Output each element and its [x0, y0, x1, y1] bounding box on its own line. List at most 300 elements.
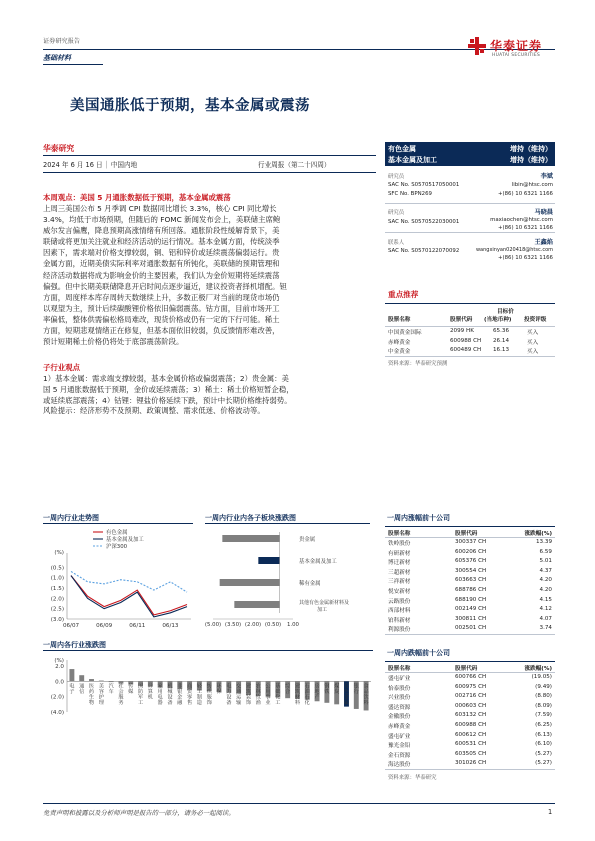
gainers-cell: 300554 CH — [455, 567, 487, 574]
summary-line: 偏强。但中长期美联储降息开启时间点逐步逼近，建议投资者择机增配。钽 — [43, 281, 287, 291]
industry-category-label — [305, 682, 310, 706]
footer-rule — [43, 803, 555, 804]
industry-category-char: 公 — [265, 683, 271, 690]
industry-category-char: 料 — [294, 700, 301, 707]
trend-ytick: (2.5) — [50, 606, 64, 613]
gainers-row[interactable] — [385, 596, 555, 606]
summary-line: 以观望为主，预计后续碳酸锂价格依旧偏弱震荡。钴方面，目前市场开工 — [43, 303, 280, 313]
industry-category-char: 造 — [196, 700, 202, 707]
rating-value-1: 增持（维持） — [510, 145, 552, 153]
analyst-phone: +(86) 10 6321 1166 — [497, 255, 553, 261]
summary-body — [43, 203, 376, 347]
industry-category-char: 有 — [343, 683, 350, 690]
analyst-divider — [385, 232, 555, 233]
industry-category-label — [167, 681, 173, 706]
subsector-bar — [222, 535, 279, 542]
industry-ytick: (4.0) — [50, 710, 64, 716]
industry-category-char: 工 — [196, 688, 202, 695]
summary-heading: 本周观点：美国 5 月通胀数据低于预期，基本金属或震荡 — [43, 193, 231, 202]
analyst-sac: SAC No. S0570122070092 — [388, 248, 460, 254]
industry-category-char: 纺 — [206, 683, 212, 690]
industry-category-char: 通 — [236, 688, 242, 695]
summary-line: 金属方面，近期美债实际利率对通胀数据有所钝化，美联储的预期管理和 — [43, 259, 280, 269]
summary-line: 3.4%，均低于市场预期，但随后的 FOMC 新闻发布会上，美联储主席鲍 — [43, 215, 281, 225]
trend-series-line — [71, 571, 187, 592]
industry-category-char: 地 — [314, 688, 320, 695]
industry-category-char: 饰 — [206, 700, 212, 707]
summary-line: 联储或将更加关注就业和经济活动的运行情况。基本金属方面，传统淡季 — [43, 237, 280, 247]
losers-cell: 600531 CH — [455, 741, 487, 748]
industry-category-char: 轻 — [196, 683, 202, 690]
industry-category-label — [158, 681, 164, 706]
industry-category-char: 药 — [88, 688, 95, 695]
recommend-row[interactable] — [385, 327, 555, 337]
industry-category-char: 建 — [245, 683, 252, 690]
trend-chart-rule — [43, 523, 193, 524]
industry-category-char: 设 — [226, 694, 232, 701]
industry-category-char: 物 — [88, 700, 95, 707]
trend-xtick: 06/13 — [162, 623, 179, 629]
industry-category-char: 保 — [216, 688, 222, 695]
industry-category-char: 金 — [343, 694, 350, 701]
industry-category-char: 农 — [255, 683, 261, 690]
analyst-card — [385, 236, 555, 263]
gainers-cell: 4.15 — [539, 596, 552, 603]
industry-bar — [79, 675, 84, 681]
analyst-sac: SAC No. S0570522030001 — [388, 219, 460, 225]
losers-row[interactable] — [385, 702, 555, 712]
recommend-source: 资料来源：华泰研究预测 — [388, 360, 448, 367]
industry-category-char: 银 — [177, 688, 183, 695]
trend-ytick: (1.5) — [50, 586, 64, 592]
losers-cell: 603505 CH — [455, 750, 487, 757]
recommend-cell: 2099 HK — [450, 328, 474, 334]
recommend-cell: 中金黄金 — [388, 349, 411, 355]
trend-ytick: (2.0) — [50, 596, 64, 603]
industry-bar — [99, 681, 104, 682]
gainers-cell: 002501 CH — [455, 625, 487, 632]
industry-category-label — [89, 681, 94, 706]
gainers-row[interactable] — [385, 567, 555, 577]
gainers-row[interactable] — [385, 576, 555, 586]
report-region: 中国内地 — [110, 161, 138, 169]
industry-category-label — [109, 681, 115, 695]
meta-date-row — [43, 159, 137, 169]
losers-row[interactable] — [385, 740, 555, 750]
risk-note: 风险提示：经济形势不及预期、政策调整、需求低迷、价格波动等。 — [43, 406, 265, 415]
gainers-cell: 4.12 — [539, 606, 552, 613]
industry-ytick: (%) — [54, 658, 64, 664]
industry-category-label — [69, 681, 75, 695]
gainers-cell: 三超新材 — [388, 569, 411, 576]
industry-category-char: 输 — [236, 700, 242, 707]
industry-category-char: 汽 — [108, 683, 114, 690]
trend-chart-title: 一周内行业走势图 — [43, 514, 99, 522]
industry-category-char: 生 — [88, 694, 95, 701]
industry-category-char: 商 — [186, 683, 193, 690]
industry-category-char: 器 — [157, 700, 163, 707]
industry-category-char: 用 — [157, 688, 163, 695]
losers-cell: 603132 CH — [455, 712, 487, 719]
analyst-email[interactable]: wangxinyan020418@htsc.com — [475, 247, 553, 253]
industry-category-char: 装 — [245, 694, 252, 701]
industry-category-char: 信 — [79, 688, 85, 695]
losers-row[interactable] — [385, 692, 555, 702]
gainers-cell: 600206 CH — [455, 548, 487, 555]
losers-row[interactable] — [385, 759, 555, 769]
industry-category-char: 食 — [363, 683, 369, 690]
gainers-cell: 有研新材 — [388, 550, 411, 557]
gainers-row[interactable] — [385, 557, 555, 567]
logo-text: 华泰证券 — [490, 39, 543, 53]
industry-category-char: 林 — [255, 688, 261, 695]
losers-cell: (6.25) — [535, 721, 552, 728]
analyst-phone: +(86) 10 6321 1166 — [497, 191, 553, 197]
recommend-col-target-top: 目标价 — [497, 309, 514, 315]
gainers-col-header: 涨跌幅(%) — [524, 531, 552, 537]
gainers-cell: 300811 CH — [455, 615, 487, 622]
analyst-card — [385, 170, 555, 203]
gainers-cell: 688786 CH — [455, 586, 487, 593]
gainers-cell: 6.59 — [539, 548, 552, 555]
industry-category-char: 子 — [69, 688, 75, 695]
industry-category-label — [275, 681, 281, 706]
gainers-cell: 5.01 — [539, 558, 552, 565]
page-number: 1 — [548, 808, 553, 816]
org-name: 华泰研究 — [43, 144, 75, 153]
gainers-table — [385, 527, 555, 635]
industry-category-char: 设 — [167, 694, 173, 701]
recommend-cell: 买入 — [527, 339, 539, 346]
gainers-cell: 300337 CH — [455, 539, 487, 545]
recommend-cell: 赤峰黄金 — [388, 339, 411, 346]
industry-category-label — [216, 681, 222, 695]
losers-cell: (6.13) — [535, 731, 552, 738]
subsector-chart-rule — [205, 523, 370, 524]
subsector-xtick: 1.00 — [286, 622, 300, 628]
industry-category-char: 础 — [275, 688, 281, 695]
sub-view-line: 或延续底部震荡；4）钴锂：锂盐价格延续下跌，预计中长期价格维持弱势。 — [43, 396, 292, 406]
industry-category-char: 电 — [226, 683, 232, 690]
industry-category-char: 铁 — [324, 688, 330, 695]
industry-category-char: 电 — [157, 694, 163, 701]
industry-category-char: 品 — [363, 688, 369, 695]
industry-category-char: 家 — [157, 683, 163, 690]
industry-category-label — [148, 681, 154, 700]
gainers-row[interactable] — [385, 586, 555, 596]
report-category: 基础材料 — [43, 54, 71, 62]
industry-category-label — [285, 681, 291, 695]
industry-category-char: 传 — [128, 683, 134, 690]
industry-category-char: 合 — [285, 688, 291, 695]
industry-category-label — [118, 681, 124, 706]
recommend-cell: 65.36 — [493, 328, 510, 334]
losers-cell: 301026 CH — [455, 760, 487, 767]
recommend-col-rating: 投资评级 — [524, 317, 547, 323]
recommend-row[interactable] — [385, 346, 555, 356]
losers-cell: 金石资源 — [388, 752, 411, 759]
industry-category-char: 建 — [294, 683, 301, 690]
trend-xtick: 06/09 — [96, 623, 113, 629]
gainers-cell: 云路股份 — [388, 598, 411, 605]
losers-cell: 豫光金铅 — [388, 743, 411, 750]
industry-category-char: 环 — [216, 683, 222, 690]
industry-category-label — [79, 681, 85, 695]
summary-line: 方面，短期悲观情绪正在修复，但基本面依旧较弱，负反馈情形难改善， — [43, 326, 280, 336]
losers-row[interactable] — [385, 711, 555, 721]
analyst-email[interactable]: maxiaochen@htsc.com — [490, 217, 553, 223]
industry-category-char: 非 — [177, 683, 183, 690]
losers-table — [385, 662, 555, 770]
report-weekly: 行业周报（第二十四周） — [258, 161, 331, 169]
losers-title: 一周内跌幅前十公司 — [387, 649, 450, 657]
losers-row[interactable] — [385, 683, 555, 693]
industry-category-char: 零 — [186, 694, 193, 701]
summary-line: 因素下，需求端对价格支撑较弱，铜、铝和锌价或延续震荡偏弱运行。贵 — [43, 248, 280, 258]
losers-cell: (8.80) — [535, 693, 552, 700]
losers-cell: (19.05) — [531, 674, 552, 680]
recommend-cell: 中国黄金国际 — [388, 330, 422, 336]
industry-category-char: 机 — [167, 683, 173, 690]
industry-category-char: 理 — [98, 700, 104, 707]
losers-cell: (8.09) — [535, 702, 552, 709]
subsector-bar — [220, 579, 280, 586]
analyst-name: 王鑫焰 — [534, 239, 553, 246]
industry-category-char: 电 — [69, 683, 75, 690]
industry-category-char: 务 — [118, 700, 124, 707]
recommend-row[interactable] — [385, 337, 555, 347]
analyst-sac: SAC No. S0570517050001 — [388, 182, 460, 188]
industry-category-char: 化 — [304, 700, 310, 707]
meta-separator: │ — [104, 161, 109, 169]
losers-cell: 002716 CH — [455, 693, 487, 700]
losers-row[interactable] — [385, 721, 555, 731]
industry-bar — [89, 679, 94, 681]
losers-cell: 金徽股份 — [388, 714, 411, 721]
gainers-cell: 利源股份 — [388, 627, 411, 634]
gainers-row[interactable] — [385, 615, 555, 625]
industry-category-char: 业 — [265, 700, 271, 707]
industry-category-char: 化 — [275, 694, 281, 701]
gainers-col-header: 股票名称 — [388, 531, 411, 537]
industry-category-label — [354, 681, 360, 695]
industry-category-char: 备 — [167, 700, 173, 707]
industry-category-char: 械 — [167, 688, 173, 695]
rating-sector-2: 基本金属及加工 — [388, 156, 437, 164]
industry-category-char: 银 — [353, 683, 359, 690]
summary-line: 威尔发言偏鹰，降息预期高涨情绪有所回落。通胀阶段性缓解背景下，美 — [43, 226, 280, 236]
analyst-email[interactable]: libin@htsc.com — [511, 182, 553, 188]
industry-category-label — [344, 681, 350, 706]
analyst-card — [385, 206, 555, 232]
analyst-name: 马晓晨 — [534, 209, 553, 216]
industry-category-char: 制 — [196, 694, 202, 701]
trend-legend-label: 沪深300 — [106, 544, 128, 550]
industry-category-label — [207, 681, 213, 706]
industry-category-char: 融 — [177, 700, 183, 707]
losers-cell: 000603 CH — [455, 702, 487, 709]
sub-views-section — [43, 362, 376, 406]
industry-ytick: (2.0) — [50, 694, 64, 701]
subsector-xtick: (5.00) — [205, 622, 222, 628]
gainers-cell: 3.74 — [539, 625, 552, 632]
gainers-cell: 4.20 — [539, 577, 552, 584]
gainers-cell: 铂科新材 — [388, 617, 411, 624]
industry-category-char: 媒 — [128, 688, 134, 695]
losers-cell: 盛屯矿业 — [388, 733, 411, 740]
industry-category-label — [187, 681, 193, 706]
industry-category-char: 医 — [88, 683, 95, 690]
losers-header — [385, 662, 555, 672]
gainers-title: 一周内涨幅前十公司 — [387, 514, 450, 522]
losers-cell: 赤峰黄金 — [388, 723, 411, 730]
gainers-row[interactable] — [385, 548, 555, 558]
industry-category-char: 油 — [304, 688, 310, 695]
industry-category-char: 钢 — [324, 683, 330, 690]
analyst-list — [385, 170, 555, 263]
industry-category-label — [177, 681, 183, 706]
gainers-row[interactable] — [385, 538, 555, 548]
losers-cell: 盛达资源 — [388, 704, 411, 711]
industry-category-char: 计 — [147, 683, 153, 690]
trend-xtick: 06/11 — [129, 623, 146, 629]
industry-ytick: 2.0 — [55, 664, 64, 670]
recommend-bottom-rule — [385, 356, 555, 357]
rating-sector-1: 有色金属 — [388, 145, 416, 153]
gainers-col-header: 股票代码 — [455, 531, 478, 537]
industry-category-label — [256, 681, 262, 706]
industry-category-label — [128, 681, 134, 695]
analyst-sfc: SFC No. BPN269 — [388, 191, 432, 197]
gainers-cell: 三祥新材 — [388, 579, 411, 586]
recommend-cell: 16.13 — [493, 347, 510, 353]
losers-row[interactable] — [385, 673, 555, 683]
industry-category-char: 渔 — [255, 700, 261, 707]
industry-category-label — [295, 681, 301, 706]
analyst-name: 李斌 — [540, 173, 553, 180]
subsector-chart-title: 一周内行业内各子板块涨跌图 — [205, 514, 296, 522]
industry-category-label — [324, 681, 330, 695]
industry-category-char: 产 — [314, 694, 320, 701]
industry-category-char: 材 — [294, 694, 301, 701]
huatai-logo-icon — [468, 37, 486, 55]
industry-category-char: 石 — [304, 694, 310, 701]
industry-category-char: 交 — [236, 683, 242, 690]
losers-cell: 600988 CH — [455, 721, 487, 728]
losers-cell: (5.27) — [535, 750, 552, 757]
gainers-cell: 603663 CH — [455, 577, 487, 584]
industry-category-char: 行 — [353, 688, 359, 695]
industry-category-label — [246, 681, 252, 706]
industry-category-char: 算 — [147, 688, 153, 695]
industry-category-char: 国 — [137, 683, 144, 690]
industry-category-char: 基 — [275, 683, 281, 690]
industry-category-char: 机 — [147, 694, 153, 701]
industry-category-char: 售 — [186, 700, 193, 707]
industry-category-char: 金 — [177, 694, 183, 701]
rating-value-2: 增持（维持） — [510, 156, 552, 164]
recommend-col-target-sub: (当地币种) — [484, 317, 512, 323]
industry-category-label — [314, 681, 320, 700]
gainers-cell: 4.07 — [539, 615, 552, 622]
trend-legend-label: 基本金属及加工 — [106, 537, 144, 543]
industry-category-char: 筑 — [294, 688, 301, 695]
gainers-cell: 605376 CH — [455, 558, 487, 565]
losers-cell: (5.27) — [535, 760, 552, 767]
industry-category-label — [363, 681, 369, 706]
recommend-col-code: 股票代码 — [450, 317, 473, 323]
gainers-row[interactable] — [385, 624, 555, 634]
report-type: 证券研究报告 — [43, 38, 81, 45]
recommend-rows — [385, 327, 555, 356]
losers-cell: 600766 CH — [455, 674, 487, 680]
gainers-cell: 博迁新材 — [388, 560, 411, 567]
subsector-label: 加工 — [317, 607, 328, 613]
industry-category-char: 煤 — [334, 683, 340, 690]
subsector-chart — [205, 527, 375, 637]
industry-category-char: 军 — [137, 694, 144, 701]
subsector-label: 贵金属 — [299, 537, 316, 543]
recommend-heading: 重点推荐 — [388, 290, 419, 299]
subsector-bar — [258, 557, 279, 564]
analyst-phone: +(86) 10 6321 1166 — [497, 225, 553, 231]
industry-category-char: 运 — [236, 694, 242, 701]
losers-cell: (6.10) — [535, 741, 552, 748]
summary-line: 经济活动数据将成为影响金价的主要因素，我们认为金价短期将延续震荡 — [43, 270, 280, 280]
industry-bar — [109, 681, 114, 682]
sub-view-line: 国 5 月通胀数据低于预期，金价或延续震荡；3）稀土：稀土价格短暂企稳， — [43, 385, 294, 395]
report-title: 美国通胀低于预期，基本金属或震荡 — [70, 98, 310, 114]
gainers-header — [385, 527, 555, 537]
industry-category-char: 护 — [98, 694, 104, 701]
analyst-role: 研究员 — [388, 210, 405, 216]
industry-category-label — [197, 681, 203, 706]
industry-chart-rule — [43, 650, 373, 651]
losers-cell: 怡泰股份 — [388, 685, 411, 692]
tables-source: 资料来源：华泰研究 — [388, 774, 437, 781]
industry-chart — [43, 652, 375, 777]
sub-view-line: 1）基本金属：需求端支撑较弱，基本金属价格或偏弱震荡；2）贵金属：美 — [43, 374, 289, 383]
recommend-header — [385, 304, 555, 326]
summary-line: 预计短期稀土价格仍将处于底部震荡阶段。 — [43, 337, 184, 347]
trend-ytick: (%) — [54, 550, 64, 556]
subsector-label: 稀有金属 — [299, 581, 321, 587]
gainers-section — [385, 513, 555, 635]
recommend-col-name: 股票名称 — [388, 317, 411, 323]
gainers-cell: 4.37 — [539, 567, 552, 574]
losers-section — [385, 648, 555, 781]
gainers-cell: 688190 CH — [455, 596, 487, 603]
industry-category-label — [334, 681, 340, 695]
industry-category-char: 服 — [206, 694, 212, 701]
industry-category-char: 工 — [137, 700, 144, 707]
losers-cell: 600612 CH — [455, 731, 487, 738]
subsector-label: 其他有色金属新材料及 — [299, 600, 350, 606]
losers-cell: 盛屯矿业 — [388, 676, 411, 682]
industry-category-char: 房 — [314, 683, 320, 690]
losers-row[interactable] — [385, 731, 555, 741]
losers-row[interactable] — [385, 750, 555, 760]
gainers-cell: 悦安新材 — [388, 588, 411, 595]
analyst-divider — [385, 203, 555, 204]
gainers-bottom-rule — [385, 634, 555, 635]
gainers-row[interactable] — [385, 605, 555, 615]
rating-box — [385, 142, 555, 166]
industry-category-char: 车 — [108, 688, 114, 695]
analyst-role: 联系人 — [388, 240, 405, 246]
industry-category-char: 贸 — [186, 688, 193, 695]
losers-cell: (7.59) — [535, 712, 552, 719]
